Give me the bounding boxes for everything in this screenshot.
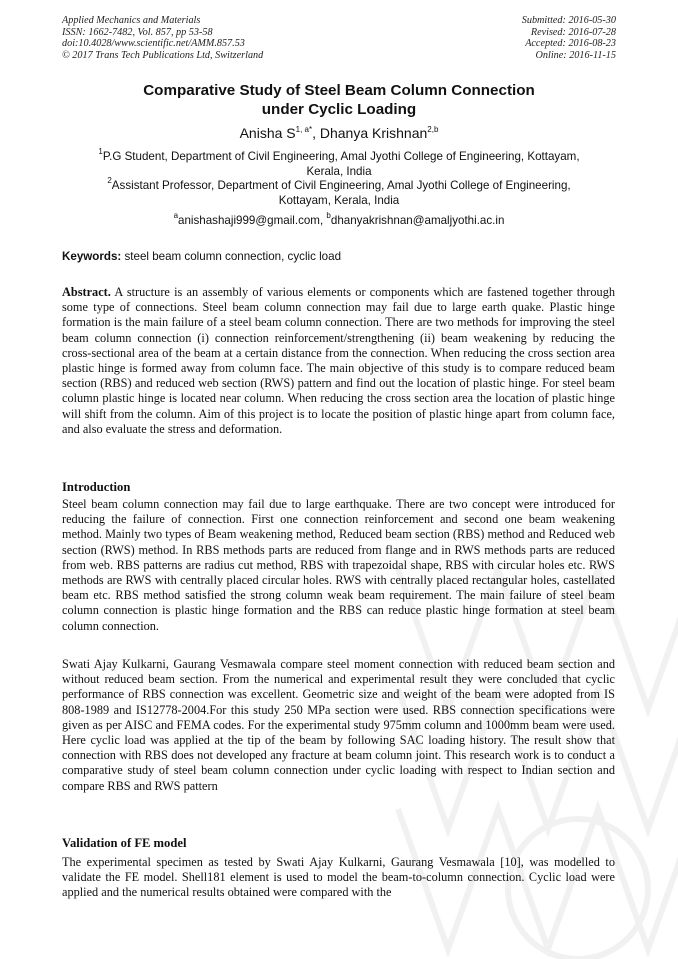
email-superscript: a: [173, 211, 179, 220]
submission-dates: [522, 15, 616, 61]
revised-date: Revised: 2016-07-28: [530, 26, 616, 38]
journal-name: Applied Mechanics and Materials: [62, 15, 201, 26]
introduction-paragraph-2: Swati Ajay Kulkarni, Gaurang Vesmawala compare steel moment connection with reduced beam section and without reduced beam section. From the numerical and experimental result they were concluded that cyclic performance of RBS connection was excellent. Geometric size and weight of the beam were adopted from IS 808-1989 and IS12778-2004.For this study 250 MPa section were used. RBS connection specifications were given as per AISC and FEMA codes. For the experimental study 975mm column and 1000mm beam were used. Here cyclic load was applied at the tip of the beam by following SAC loading history. The result show that connection with RBS does not developed any fracture at beam column joint. This research work is to conduct a comparative study of steel beam column connection under cyclic loading with respect to Indian section and compare RBS and RWS pattern: [62, 657, 615, 793]
affiliation-1: [72, 149, 606, 179]
validation-paragraph: The experimental specimen as tested by Swati Ajay Kulkarni, Gaurang Vesmawala [10], was modelled to validate the FE model. Shell181 element is used to model the beam-to-column connection. Cyclic load were applied and the numerical results obtained were compared with the: [62, 855, 615, 900]
affiliation-2: [72, 178, 606, 208]
keywords-label: Keywords:: [62, 250, 122, 263]
introduction-heading: Introduction: [62, 480, 131, 494]
title-line-2: under Cyclic Loading: [261, 101, 417, 118]
affiliation-line: Kerala, India: [306, 165, 372, 178]
validation-heading: Validation of FE model: [62, 836, 187, 850]
author-name: Anisha S: [239, 125, 296, 141]
author-emails: [62, 213, 616, 228]
author-name: Dhanya Krishnan: [319, 125, 428, 141]
title-line-1: Comparative Study of Steel Beam Column Connection: [143, 82, 535, 99]
affiliation-superscript: 1: [98, 147, 103, 156]
abstract-text: A structure is an assembly of various elements or components which are fastened together through some type of connections. Steel beam column connection may fail due to large earth quake. Plastic hinge formation is the main failure of a steel beam column connection. There are two methods for improving the steel beam column connection (i) connection reinforcement/strengthening (ii) beam weakening by reducing the cross-sectional area of the beam at a certain distance from the connection. When reducing the cross section area plastic hinge is formed away from column face. The main objective of this study is to compare reduced beam section (RBS) and reduced web section (RWS) pattern and find out the location of plastic hinge. For steel beam column plastic hinge is located near column. When reducing the cross section area the location of plastic hinge will shift from the column. Aim of this project is to locate the position of plastic hinge apart from column face, and also evaluate the stress and deformation.: [62, 285, 615, 436]
abstract-label: Abstract.: [62, 285, 111, 299]
email-link[interactable]: dhanyakrishnan@amaljyothi.ac.in: [330, 214, 505, 227]
affiliation-line: P.G Student, Department of Civil Engineering, Amal Jyothi College of Engineering, Kottayam,: [102, 150, 580, 163]
affiliation-superscript: 2: [107, 176, 112, 185]
issn-line: ISSN: 1662-7482, Vol. 857, pp 53-58: [62, 26, 213, 38]
journal-info: [62, 15, 263, 61]
copyright-line: © 2017 Trans Tech Publications Ltd, Switzerland: [62, 49, 264, 61]
paper-title: [62, 81, 616, 119]
keywords-text: steel beam column connection, cyclic load: [121, 250, 342, 263]
introduction-paragraph-1: Steel beam column connection may fail due to large earthquake. There are two concept were introduced for reducing the failure of connection. First one connection reinforcement and second one beam weakening method. Mainly two types of Beam weakening method, Reduced beam section (RBS) method and Reduced web section (RWS) method. In RBS methods parts are reduced from flange and in RWS methods parts are reduced from web. RBS patterns are radius cut method, RBS with trapezoidal shape, RBS with circular holes etc. RWS methods are RWS with centrally placed circular holes. RWS with centrally placed rectangular holes, castellated beam etc. RBS method satisfied the strong column weak beam requirement. The main failure of steel beam column connection is plastic hinge formation and the RBS can reduce plastic hinge formation at steel beam column connection.: [62, 497, 615, 633]
abstract-paragraph: [62, 285, 615, 437]
author-list: Anisha $S^{1, a*}$, Dhanya Krishnan$^{2,b}$: [239, 125, 439, 141]
accepted-date: Accepted: 2016-08-23: [525, 38, 616, 50]
submitted-date: Submitted: 2016-05-30: [521, 15, 616, 26]
keywords-line: [62, 249, 616, 264]
doi-line: doi:10.4028/www.scientific.net/AMM.857.53: [62, 38, 245, 50]
online-date: Online: 2016-11-15: [535, 49, 616, 61]
email-link[interactable]: anishashaji999@gmail.com,: [178, 214, 324, 227]
email-superscript: b: [326, 211, 331, 220]
author-superscript: 1, a*: [295, 125, 313, 134]
author-superscript: 2,b: [427, 125, 439, 134]
affiliation-line: Kottayam, Kerala, India: [278, 194, 400, 207]
affiliation-line: Assistant Professor, Department of Civil Engineering, Amal Jyothi College of Engineering,: [111, 179, 571, 192]
